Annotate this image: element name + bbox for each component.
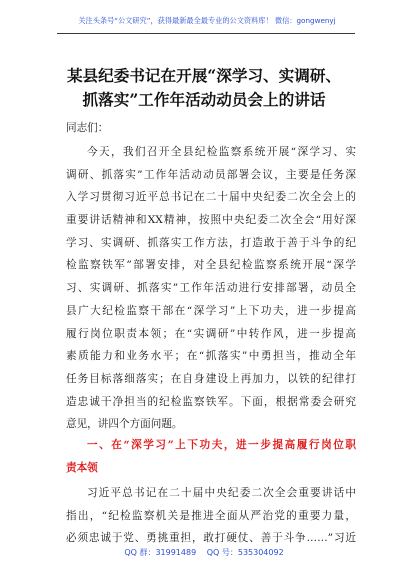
paragraph-line: 习近平总书记在二十届中央纪委二次全会重要讲话中 xyxy=(87,487,356,499)
footer-qq-group: QQ 群：31991489 xyxy=(124,548,197,557)
footer-qq: QQ 号：535304092 xyxy=(206,548,284,557)
header-banner: 关注头条号“公文研究”，获得最新最全最专业的公文资料库！ 微信：gongwenyj xyxy=(78,16,336,25)
paragraph-line: 县广大纪检监察干部在“深学习”上下功夫，进一步提高 xyxy=(66,304,356,317)
section-heading-line: 一、在“深学习”上下功夫，进一步提高履行岗位职 xyxy=(87,439,356,451)
paragraph-line: 调研、抓落实”工作年活动动员部署会议，主要是任务深 xyxy=(66,168,356,181)
paragraph-intro xyxy=(66,141,356,436)
paragraph-line: 检监察铁军”部署安排，对全县纪检监察系统开展“深学 xyxy=(66,259,356,272)
paragraph-line: 指出，“纪检监察机关是推进全面从严治党的重要力量， xyxy=(66,509,356,522)
paragraph-line: 造忠诚干净担当的纪检监察铁军。下面，根据常委会研究 xyxy=(66,395,356,408)
paragraph-line: 履行岗位职责本领；在“实调研”中转作风，进一步提高 xyxy=(66,327,356,340)
title-line-2: 抓落实”工作年活动动员会上的讲话 xyxy=(82,90,326,109)
salutation: 同志们： xyxy=(66,122,109,134)
paragraph-section-1 xyxy=(66,482,356,550)
paragraph-line: 今天，我们召开全县纪检监察系统开展“深学习、实 xyxy=(87,146,356,158)
paragraph-line: 重要讲话精神和XX精神，按照中央纪委二次全会“用好深 xyxy=(66,214,356,227)
paragraph-line: 学习、实调研、抓落实工作方法，打造敢于善于斗争的纪 xyxy=(66,236,356,249)
paragraph-line: 必须忠诚于党、勇挑重担，敢打硬仗、善于斗争……”习近 xyxy=(66,532,356,545)
footer-contact xyxy=(0,547,408,558)
title-line-1: 某县纪委书记在开展“深学习、实调研、 xyxy=(66,66,342,85)
document-title xyxy=(48,64,360,112)
section-heading-line: 责本领 xyxy=(66,461,98,474)
paragraph-line: 意见，讲四个方面问题。 xyxy=(66,418,183,431)
header-divider xyxy=(57,33,355,34)
section-heading-1 xyxy=(66,434,356,479)
paragraph-line: 素质能力和业务水平；在“抓落实”中勇担当，推动全年 xyxy=(66,350,356,363)
paragraph-line: 习、实调研、抓落实”工作年活动进行安排部署，动员全 xyxy=(66,282,356,295)
paragraph-line: 入学习贯彻习近平总书记在二十届中央纪委二次全会上的 xyxy=(66,191,356,204)
paragraph-line: 任务目标落细落实；在自身建设上再加力，以铁的纪律打 xyxy=(66,372,356,385)
